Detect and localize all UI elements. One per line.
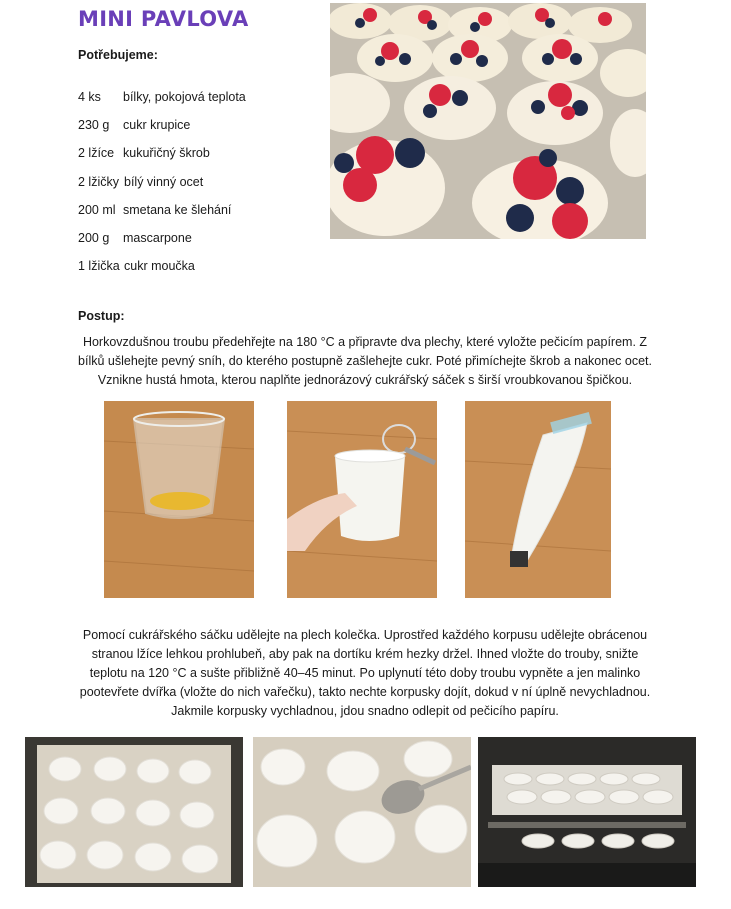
step-photo-whipped-meringue <box>287 401 437 598</box>
ingredient-qty: 4 ks <box>78 90 101 105</box>
ingredient-qty: 2 lžíce <box>78 146 115 161</box>
ingredient-qty: 1 lžička <box>78 259 120 274</box>
ingredient-name: mascarpone <box>123 231 192 246</box>
ingredient-qty: 2 lžičky <box>78 174 119 189</box>
hero-photo-pavlovas <box>330 3 646 239</box>
method-step-2: Pomocí cukrářského sáčku udělejte na plech kolečka. Uprostřed každého korpusu udělejte obrácenou stranou lžíce lehkou prohlubeň, aby pak na dortíku krém hezky držel. Ihned vložte do trouby, snižte teplotu na 120 °C a sušte přibližně 40–45 minut. Po uplynutí této doby troubu vypněte a jen malinko pootevřete dvířka (vložte do nich vařečku), takto nechte korpusky dojít, dokud v ní úplně nevychladnou. Jakmile korpusky vychladnou, jdou snadno odlepit od pečicího papíru. <box>79 628 651 718</box>
step-photo-spoon-hollow <box>253 737 471 887</box>
method-step-1: Horkovzdušnou troubu předehřejte na 180 °C a připravte dva plechy, které vyložte pečicím papírem. Z bílků ušlehejte pevný sníh, do kterého postupně zašlehejte cukr. Poté přimíchejte škrob a nakonec ocet. Vznikne hustá hmota, kterou naplňte jednorázový cukrářský sáček s širší vroubkovanou špičkou. <box>78 335 652 387</box>
step-photo-egg-whites <box>104 401 254 598</box>
ingredients-list <box>78 83 246 280</box>
list-item <box>78 111 246 139</box>
list-item <box>78 139 246 167</box>
list-item <box>78 224 246 252</box>
ingredient-name: cukr krupice <box>123 118 191 133</box>
ingredient-name: smetana ke šlehání <box>123 202 232 217</box>
ingredients-heading: Potřebujeme: <box>78 48 158 62</box>
ingredient-name: bílky, pokojová teplota <box>123 90 246 105</box>
step-photo-piped-rounds <box>25 737 243 887</box>
ingredient-qty: 230 g <box>78 118 110 133</box>
ingredient-qty: 200 ml <box>78 202 116 217</box>
recipe-title: MINI PAVLOVA <box>78 7 249 31</box>
step-photo-oven <box>478 737 696 887</box>
ingredient-name: cukr moučka <box>124 259 195 274</box>
ingredient-name: bílý vinný ocet <box>124 174 204 189</box>
list-item <box>78 168 246 196</box>
list-item <box>78 252 246 280</box>
step-photo-piping-bag <box>465 401 611 598</box>
ingredient-name: kukuřičný škrob <box>123 146 210 161</box>
list-item <box>78 83 246 111</box>
method-heading: Postup: <box>78 309 125 323</box>
ingredient-qty: 200 g <box>78 231 110 246</box>
list-item <box>78 196 246 224</box>
